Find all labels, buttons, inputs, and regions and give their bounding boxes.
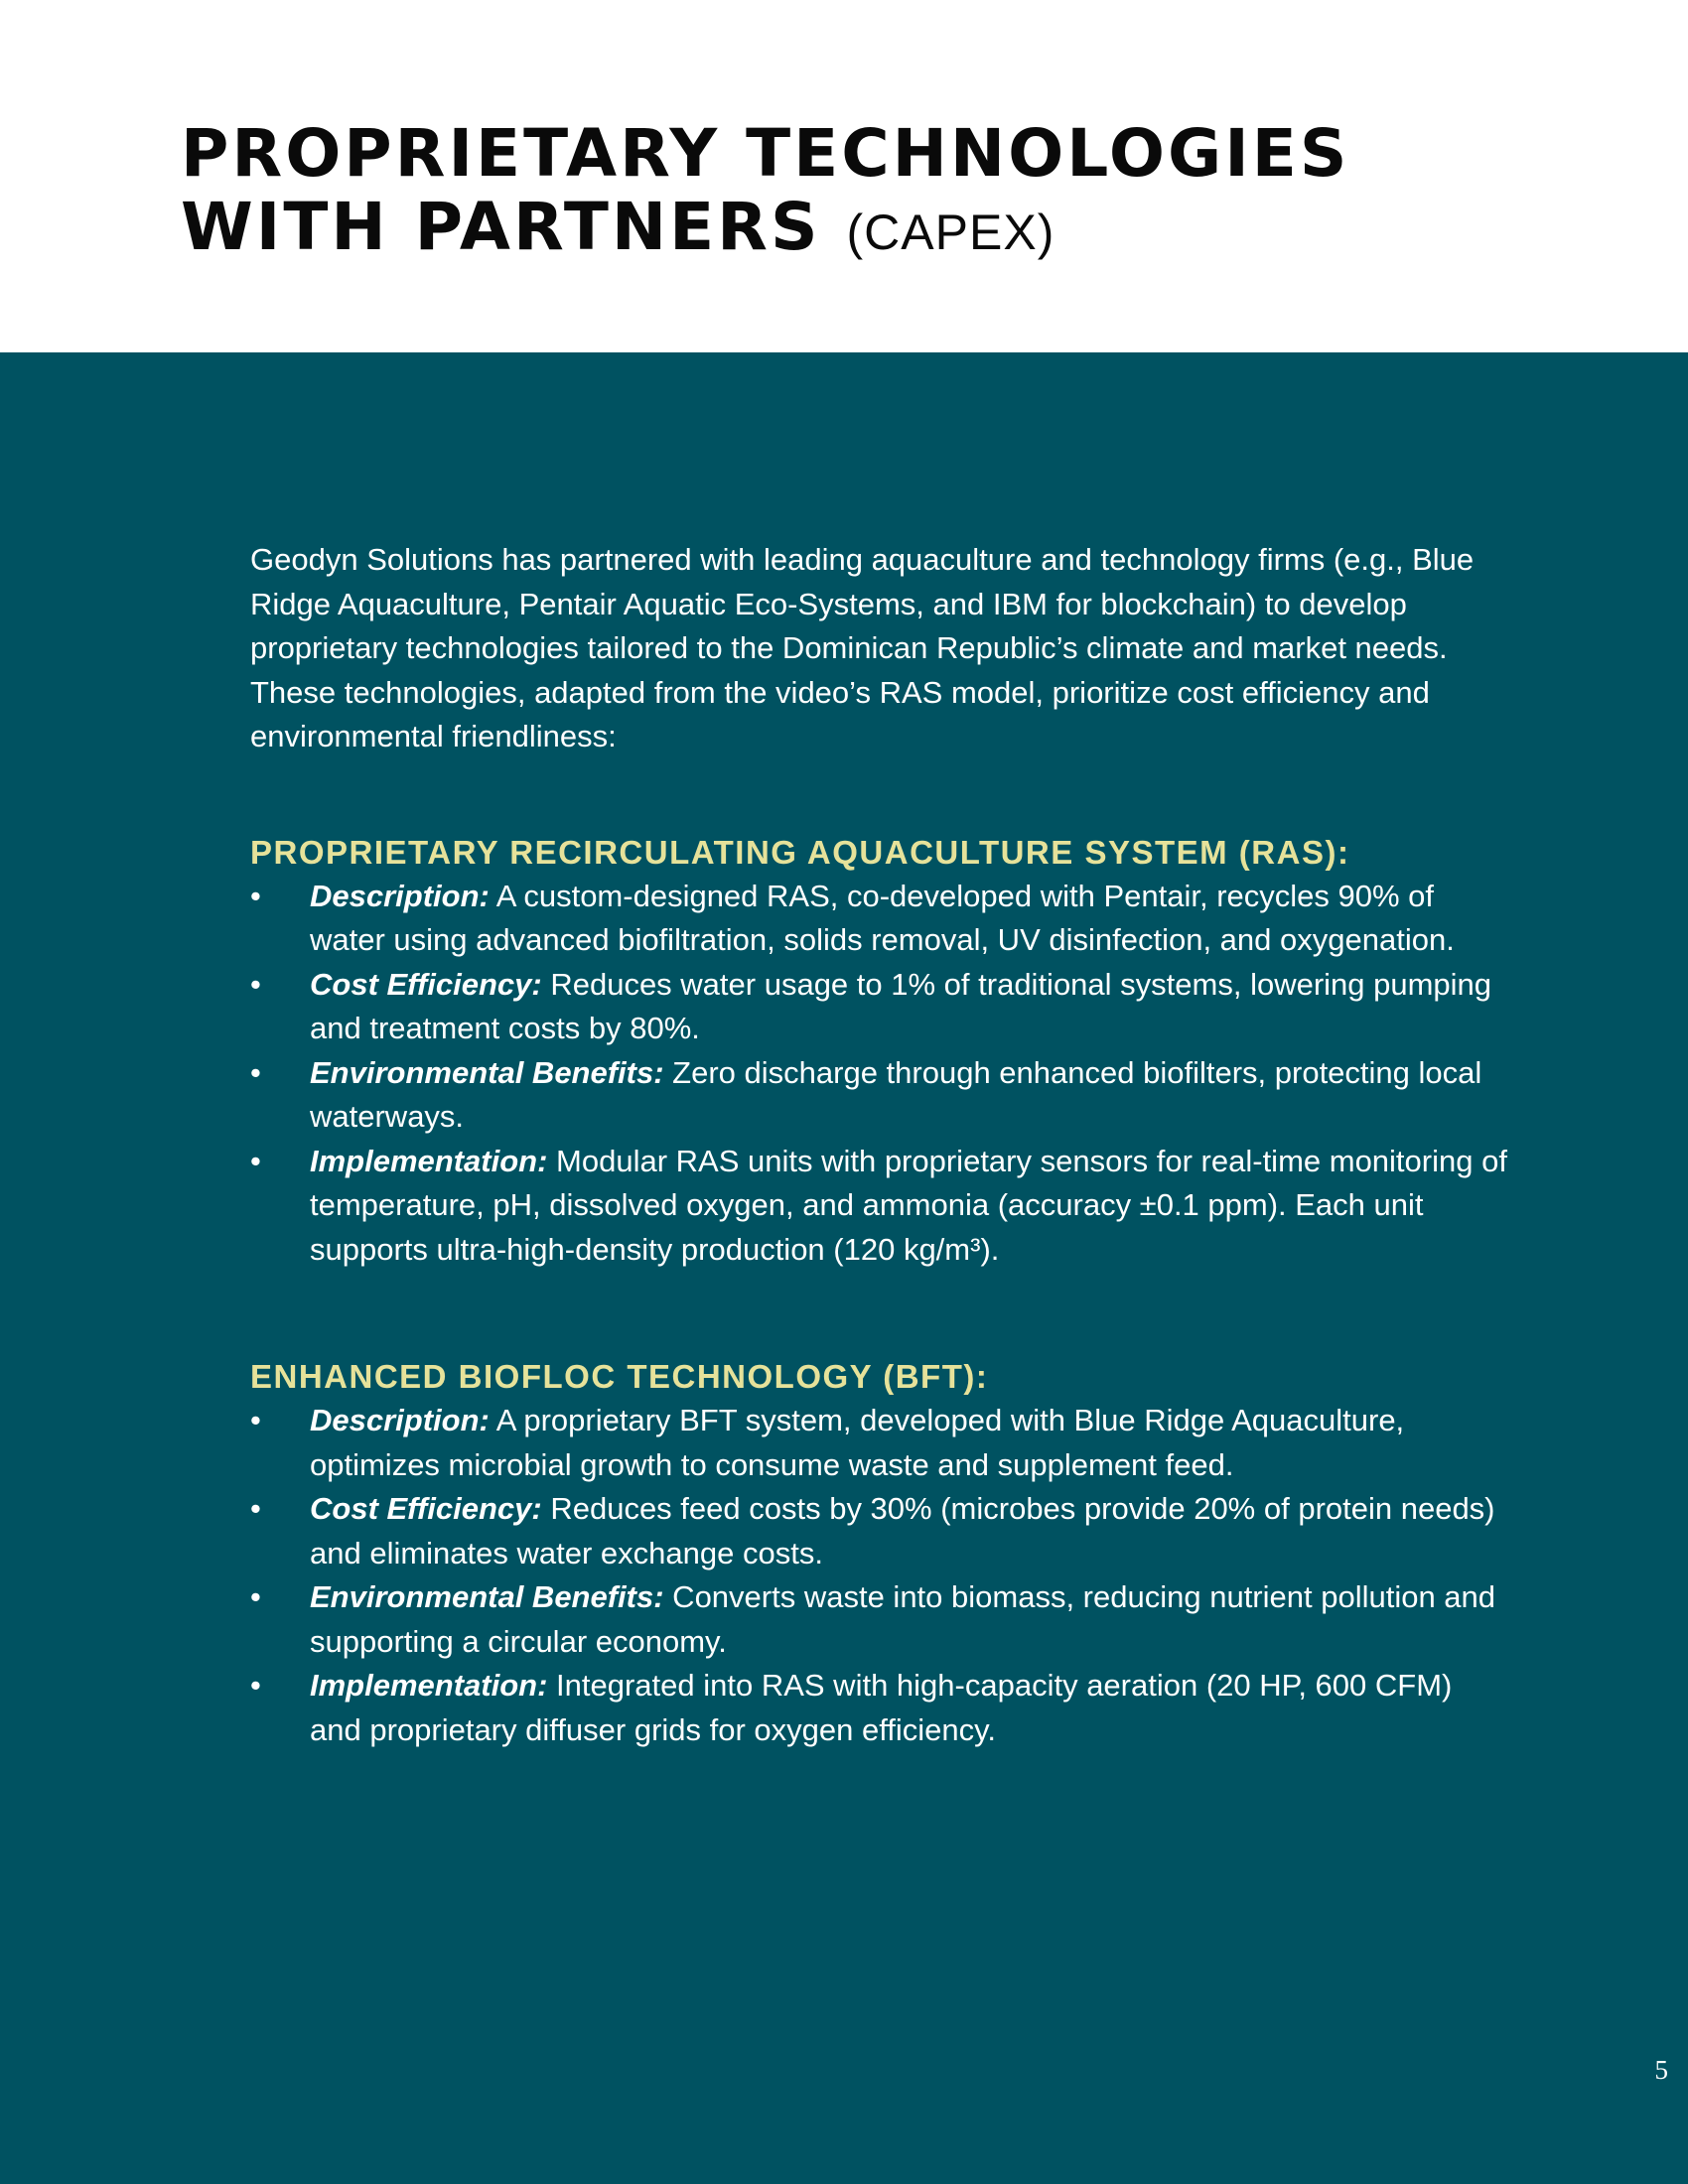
bullet-text: A custom-designed RAS, co-developed with Pentair, recycles 90% of water using advanced biofiltration, solids removal, UV disinfection, and oxygenation. <box>310 878 1455 957</box>
content-body <box>250 538 1511 1752</box>
bullet-text: Converts waste into biomass, reducing nutrient pollution and supporting a circular economy. <box>310 1579 1496 1659</box>
bullet-glyph: • <box>250 1668 261 1703</box>
bullet-term: Environmental Benefits: <box>310 1054 664 1090</box>
section-ras <box>250 831 1511 1273</box>
bullet-glyph: • <box>250 1054 261 1090</box>
bullet-text: Zero discharge through enhanced biofilters, protecting local waterways. <box>310 1054 1482 1134</box>
bullet-term: Implementation: <box>310 1143 548 1178</box>
bullet-term: Description: <box>310 878 490 913</box>
bullet-glyph: • <box>250 1491 261 1526</box>
bullet-glyph: • <box>250 878 261 913</box>
bullet-term: Implementation: <box>310 1668 548 1703</box>
bullet-glyph: • <box>250 966 261 1002</box>
intro-paragraph: Geodyn Solutions has partnered with leading aquaculture and technology firms (e.g., Blue Ridge Aquaculture, Pentair Aquatic Eco-Systems, and IBM for blockchain) to develop proprietary technologies tailored to the Dominican Republic’s climate and market needs. These technologies, adapted from the video’s RAS model, prioritize cost efficiency and environmental friendliness: <box>250 542 1475 753</box>
bullet-item-ras-cost-efficiency <box>250 963 1511 1051</box>
bullet-text: Integrated into RAS with high-capacity aeration (20 HP, 600 CFM) and proprietary diffuser grids for oxygen efficiency. <box>310 1668 1453 1747</box>
bullet-item-ras-environmental-benefits <box>250 1051 1511 1140</box>
section-bft <box>250 1355 1511 1752</box>
bullet-term: Cost Efficiency: <box>310 1491 542 1526</box>
bullet-item-ras-implementation <box>250 1140 1511 1273</box>
bullet-text: Modular RAS units with proprietary sensors for real-time monitoring of temperature, pH, dissolved oxygen, and ammonia (accuracy ±0.1 ppm). Each unit supports ultra-high-density production (120 kg/m³). <box>310 1143 1507 1267</box>
page-number: 5 <box>1654 2055 1668 2085</box>
bullet-item-ras-description <box>250 875 1511 963</box>
bullet-item-bft-implementation <box>250 1664 1511 1752</box>
bullet-text: Reduces water usage to 1% of traditional systems, lowering pumping and treatment costs by 80%. <box>310 966 1492 1045</box>
bullet-list-bft <box>250 1399 1511 1752</box>
bullet-list-ras <box>250 875 1511 1273</box>
title-line-1: PROPRIETARY TECHNOLOGIES <box>181 115 1350 192</box>
bullet-term: Cost Efficiency: <box>310 966 542 1002</box>
bullet-term: Description: <box>310 1403 490 1437</box>
bullet-glyph: • <box>250 1579 261 1614</box>
bullet-glyph: • <box>250 1143 261 1178</box>
title-line-2: WITH PARTNERS <box>181 189 821 265</box>
bullet-text: Reduces feed costs by 30% (microbes provide 20% of protein needs) and eliminates water exchange costs. <box>310 1491 1495 1570</box>
page-title <box>181 117 1349 269</box>
bullet-text: A proprietary BFT system, developed with Blue Ridge Aquaculture, optimizes microbial growth to consume waste and supplement feed. <box>310 1403 1405 1482</box>
section-heading-bft: ENHANCED BIOFLOC TECHNOLOGY (BFT): <box>250 1358 989 1395</box>
title-suffix: (CAPEX) <box>846 205 1055 260</box>
bullet-item-bft-description <box>250 1399 1511 1487</box>
bullet-item-bft-cost-efficiency <box>250 1487 1511 1575</box>
section-heading-ras: PROPRIETARY RECIRCULATING AQUACULTURE SYSTEM (RAS): <box>250 833 1350 871</box>
bullet-glyph: • <box>250 1403 261 1437</box>
bullet-item-bft-environmental-benefits <box>250 1575 1511 1664</box>
page-header <box>0 0 1688 352</box>
bullet-term: Environmental Benefits: <box>310 1579 664 1614</box>
